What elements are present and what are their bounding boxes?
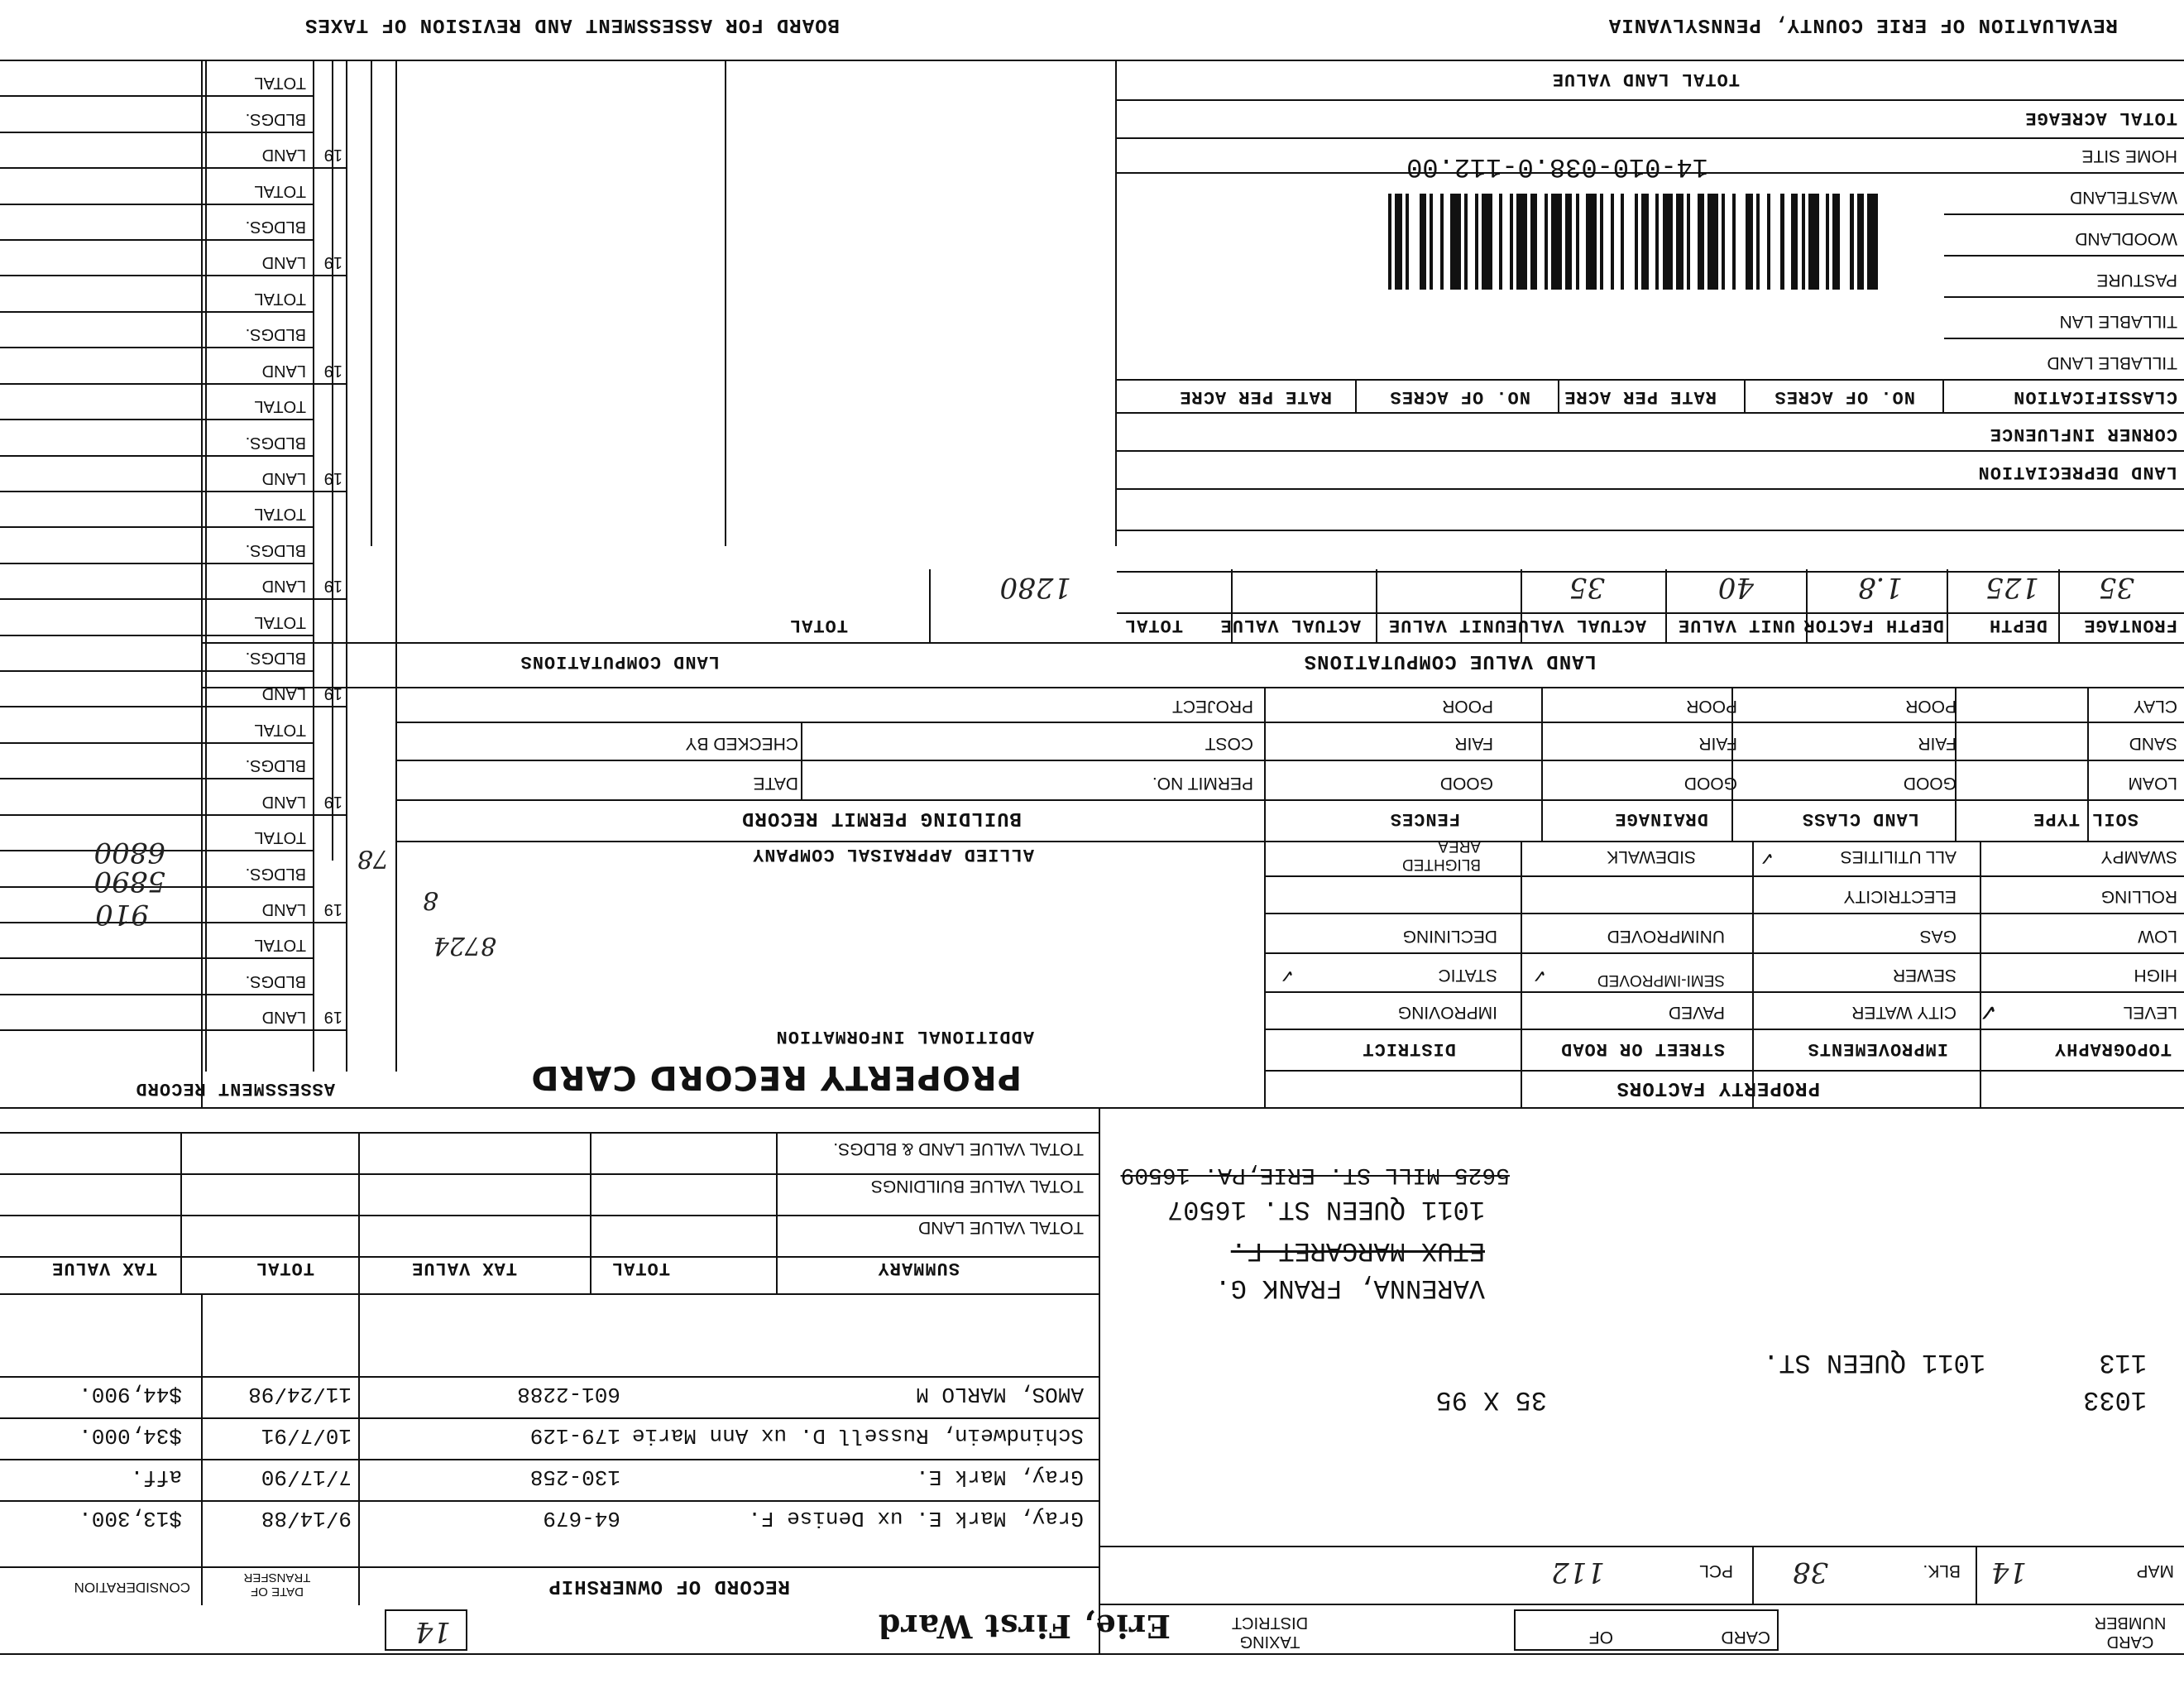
- ownership-book: 130-258: [529, 1465, 620, 1489]
- revaluation-title: REVALUATION OF ERIE COUNTY, PENNSYLVANIA: [1607, 13, 2118, 36]
- landclass-fair: FAIR: [1918, 734, 1956, 753]
- assessment-label: TOTAL: [254, 612, 306, 631]
- lv-unit-value: 40: [1717, 571, 1754, 604]
- assessment-record-title: ASSESSMENT RECORD: [135, 1078, 335, 1099]
- classification-header: CLASSIFICATION: [2013, 386, 2177, 407]
- assessment-label: LAND: [261, 468, 306, 487]
- assessment-label: TOTAL: [254, 936, 306, 955]
- permit-checked-by: CHECKED BY: [685, 734, 798, 753]
- land-value-computations-title: LAND VALUE COMPUTATIONS: [1303, 650, 1597, 672]
- barcode-bar: [1707, 194, 1718, 290]
- assessment-label: LAND: [261, 684, 306, 703]
- barcode-bar: [1395, 194, 1401, 290]
- lv-header-actual-value: ACTUAL VALUE: [1505, 615, 1646, 635]
- lv-header-total-2: TOTAL: [788, 615, 848, 635]
- lv-header-frontage: FRONTAGE: [2083, 615, 2177, 635]
- additional-information: ADDITIONAL INFORMATION: [775, 1026, 1034, 1047]
- acres-header-2: NO. OF ACRES: [1389, 386, 1530, 407]
- barcode-bar: [1850, 194, 1853, 290]
- blk-label: BLK.: [1923, 1561, 1961, 1580]
- assessment-label: TOTAL: [254, 828, 306, 847]
- owner-street: 1011 QUEEN ST.: [1763, 1347, 1985, 1378]
- ownership-book: 601-2288: [517, 1382, 620, 1407]
- owner-new-address: 1011 QUEEN ST. 16507: [1166, 1194, 1485, 1225]
- street-road-header: STREET OR ROAD: [1560, 1038, 1725, 1059]
- assessment-label: TOTAL: [254, 289, 306, 308]
- soil-sand: SAND: [2129, 734, 2177, 753]
- assessment-label: BLDGS.: [245, 218, 306, 237]
- district-header: DISTRICT: [1362, 1038, 1456, 1059]
- barcode-bar: [1698, 194, 1704, 290]
- assessment-label: LAND: [261, 361, 306, 380]
- topo-high: HIGH: [2134, 966, 2177, 985]
- lv-header-actual-value-2: ACTUAL VALUE: [1219, 615, 1361, 635]
- assess-year: 78: [357, 844, 389, 873]
- barcode-bar: [1746, 194, 1752, 290]
- barcode-bar: [1430, 194, 1433, 290]
- drainage-poor: POOR: [1686, 697, 1737, 716]
- summary-header: SUMMARY: [877, 1258, 960, 1278]
- owner-dims: 35 X 95: [1435, 1384, 1547, 1415]
- owner-lot-code: 113: [2099, 1347, 2147, 1378]
- district-improving: IMPROVING: [1397, 1003, 1497, 1022]
- acres-header-1: NO. OF ACRES: [1774, 386, 1915, 407]
- acreage-row-tillable-land: TILLABLE LAND: [2047, 353, 2177, 372]
- assessment-year-prefix: 19: [323, 468, 342, 487]
- lv-header-total-1: TOTAL: [1123, 615, 1183, 635]
- lv-header-unit-value: UNIT VALUE: [1677, 615, 1795, 635]
- barcode-bar: [1510, 194, 1513, 290]
- taxing-district-label: TAXING DISTRICT: [1231, 1614, 1309, 1651]
- barcode-bar: [1722, 194, 1725, 290]
- fences-fair: FAIR: [1454, 734, 1493, 753]
- topo-rolling: ROLLING: [2100, 887, 2177, 906]
- landclass-good: GOOD: [1903, 774, 1956, 793]
- summary-tax-header-1: TAX VALUE: [411, 1258, 517, 1278]
- check-level: ✓: [1978, 1000, 1998, 1025]
- barcode-bar: [1641, 194, 1648, 290]
- fences-good: GOOD: [1439, 774, 1493, 793]
- ownership-book: 64-679: [543, 1506, 620, 1531]
- permit-project: PROJECT: [1171, 697, 1253, 716]
- barcode-bar: [1621, 194, 1624, 290]
- building-permit-title: BUILDING PERMIT RECORD: [741, 807, 1022, 829]
- barcode-bar: [1676, 194, 1683, 290]
- barcode-bar: [1826, 194, 1829, 290]
- owner-spouse: ETUX MARGARET F.: [1230, 1235, 1485, 1266]
- topo-low: LOW: [2138, 927, 2177, 946]
- barcode-bar: [1586, 194, 1597, 290]
- barcode-bar: [1464, 194, 1468, 290]
- ownership-book: 179-129: [529, 1423, 620, 1448]
- assessment-label: TOTAL: [254, 397, 306, 416]
- acreage-row-total: TOTAL ACREAGE: [2024, 108, 2177, 128]
- assessment-year-prefix: 19: [323, 899, 342, 918]
- ownership-title: RECORD OF OWNERSHIP: [548, 1575, 790, 1597]
- map-value: 14: [1990, 1556, 2027, 1589]
- barcode-bar: [1687, 194, 1690, 290]
- of-label: OF: [1588, 1628, 1613, 1647]
- road-unimproved: UNIMPROVED: [1607, 927, 1725, 946]
- lv-header-depth-factor: DEPTH FACTOR: [1803, 615, 1944, 635]
- barcode-bar: [1450, 194, 1461, 290]
- assessment-label: BLDGS.: [245, 971, 306, 990]
- assess-land-value: 910: [95, 898, 149, 931]
- barcode-bar: [1857, 194, 1864, 290]
- ownership-amount: $13,300.: [79, 1506, 182, 1531]
- ownership-name: AMOS, MARLO M: [916, 1382, 1084, 1407]
- barcode-bar: [1516, 194, 1527, 290]
- assessment-label: BLDGS.: [245, 864, 306, 883]
- landclass-poor: POOR: [1905, 697, 1956, 716]
- barcode-bar: [1655, 194, 1659, 290]
- topography-header: TOPOGRAPHY: [2053, 1038, 2172, 1059]
- acreage-row-woodland: WOODLAND: [2075, 229, 2177, 248]
- total-land-value-label: TOTAL LAND VALUE: [1551, 69, 1740, 89]
- barcode-bar: [1600, 194, 1603, 290]
- summary-tax-header-2: TAX VALUE: [51, 1258, 157, 1278]
- acreage-row-homesite: HOME SITE: [2081, 146, 2177, 165]
- barcode-bar: [1482, 194, 1492, 290]
- property-record-card-title: PROPERTY RECORD CARD: [530, 1058, 1022, 1096]
- lv-total-value: 1280: [999, 571, 1071, 604]
- barcode-bar: [1832, 194, 1839, 290]
- soil-loam: LOAM: [2128, 774, 2177, 793]
- assessment-year-prefix: 19: [323, 684, 342, 703]
- lv-actual-value: 35: [1569, 571, 1605, 604]
- impr-gas: GAS: [1919, 927, 1956, 946]
- note-8724: 8724: [433, 931, 496, 960]
- map-label: MAP: [2136, 1561, 2174, 1580]
- barcode-bar: [1499, 194, 1502, 290]
- assessment-label: LAND: [261, 253, 306, 272]
- lv-header-depth: DEPTH: [1988, 615, 2048, 635]
- impr-city-water: CITY WATER: [1851, 1003, 1956, 1022]
- drainage-fair: FAIR: [1698, 734, 1737, 753]
- barcode-bar: [1551, 194, 1562, 290]
- assessment-label: BLDGS.: [245, 540, 306, 559]
- district-static: STATIC: [1438, 966, 1497, 985]
- assessment-label: BLDGS.: [245, 109, 306, 128]
- barcode-bar: [1388, 194, 1391, 290]
- acreage-row-tillable-lan: TILLABLE LAN: [2059, 312, 2177, 331]
- note-8: 8: [422, 885, 438, 914]
- acreage-row-wasteland: WASTELAND: [2070, 188, 2177, 207]
- barcode-bar: [1808, 194, 1819, 290]
- parcel-number: 14-010-038.0-112.00: [1406, 151, 1708, 182]
- pcl-label: PCL: [1699, 1561, 1733, 1580]
- owner-code2: 1033: [2083, 1384, 2147, 1415]
- lv-depth-factor-value: 1.8: [1857, 571, 1903, 604]
- assess-total-value: 6800: [93, 836, 165, 869]
- barcode-bar: [1545, 194, 1548, 290]
- permit-date: DATE: [753, 774, 798, 793]
- ownership-name: Schindwein, Russell D. ux Ann Marie: [631, 1423, 1084, 1448]
- assessment-label: LAND: [261, 899, 306, 918]
- soil-type-header: SOIL TYPE: [2033, 808, 2138, 829]
- summary-row-buildings: TOTAL VALUE BUILDINGS: [870, 1177, 1084, 1196]
- board-title: BOARD FOR ASSESSMENT AND REVISION OF TAXES: [304, 13, 840, 36]
- blk-value: 38: [1792, 1556, 1828, 1589]
- drainage-header: DRAINAGE: [1614, 808, 1708, 829]
- check-all-utilities: ✓: [1759, 848, 1774, 869]
- district-box-value: 14: [414, 1615, 451, 1648]
- assessment-year-prefix: 19: [323, 253, 342, 272]
- impr-all-utilities: ALL UTILITIES: [1840, 847, 1956, 866]
- drainage-good: GOOD: [1684, 774, 1737, 793]
- summary-row-total: TOTAL VALUE LAND & BLDGS.: [833, 1139, 1084, 1158]
- permit-cost: COST: [1205, 734, 1253, 753]
- impr-sewer: SEWER: [1892, 966, 1956, 985]
- allied-appraisal: ALLIED APPRAISAL COMPANY: [752, 844, 1034, 865]
- impr-electricity: ELECTRICITY: [1843, 887, 1956, 906]
- land-computations-side-title: LAND COMPUTATIONS: [520, 651, 720, 672]
- ownership-date: 7/17/90: [261, 1465, 352, 1489]
- ownership-amount: aff.: [130, 1465, 182, 1489]
- land-depreciation-label: LAND DEPRECIATION: [1977, 462, 2177, 482]
- barcode-bar: [1530, 194, 1537, 290]
- ownership-name: Gray, Mark E.: [916, 1465, 1084, 1489]
- assessment-label: BLDGS.: [245, 649, 306, 668]
- ownership-date: 11/24/98: [248, 1382, 352, 1407]
- fences-header: FENCES: [1389, 808, 1460, 829]
- soil-clay: CLAY: [2133, 697, 2177, 716]
- barcode-bar: [1406, 194, 1409, 290]
- road-sidewalk: SIDEWALK: [1607, 847, 1696, 866]
- improvements-header: IMPROVEMENTS: [1807, 1038, 1948, 1059]
- assessment-year-prefix: 19: [323, 577, 342, 596]
- topo-level: LEVEL: [2123, 1003, 2177, 1022]
- assessment-label: LAND: [261, 577, 306, 596]
- check-static: ✓: [1279, 966, 1295, 986]
- barcode-bar: [1611, 194, 1614, 290]
- barcode-bar: [1475, 194, 1478, 290]
- barcode-bar: [1576, 194, 1579, 290]
- assessment-year-prefix: 19: [323, 146, 342, 165]
- road-paved: PAVED: [1668, 1003, 1725, 1022]
- card-label: CARD: [1721, 1628, 1770, 1647]
- barcode-bar: [1802, 194, 1805, 290]
- assessment-year-prefix: 19: [323, 361, 342, 380]
- assessment-label: BLDGS.: [245, 325, 306, 344]
- district-name: Erie, First Ward: [877, 1608, 1171, 1645]
- ownership-date: 9/14/88: [261, 1506, 352, 1531]
- barcode-bar: [1791, 194, 1798, 290]
- check-semi-improved: ✓: [1531, 966, 1547, 986]
- lv-header-unit-value-2: UNIT VALUE: [1387, 615, 1506, 635]
- ownership-date: 10/7/91: [261, 1423, 352, 1448]
- summary-row-land: TOTAL VALUE LAND: [918, 1218, 1084, 1237]
- rate-header-2: RATE PER ACRE: [1179, 386, 1332, 407]
- barcode-bar: [1440, 194, 1444, 290]
- ownership-amount: $34,000.: [79, 1423, 182, 1448]
- assessment-label: TOTAL: [254, 74, 306, 93]
- barcode-bar: [1420, 194, 1426, 290]
- pcl-value: 112: [1551, 1556, 1605, 1589]
- acreage-row-pasture: PASTURE: [2096, 271, 2177, 290]
- assessment-label: TOTAL: [254, 505, 306, 524]
- property-factors-title: PROPERTY FACTORS: [1616, 1077, 1820, 1099]
- permit-no: PERMIT NO.: [1152, 774, 1253, 793]
- assessment-label: TOTAL: [254, 720, 306, 739]
- barcode-bar: [1767, 194, 1770, 290]
- district-declining: DECLINING: [1402, 927, 1497, 946]
- assessment-year-prefix: 19: [323, 792, 342, 811]
- district-blighted: BLIGHTED AREA: [1401, 837, 1481, 873]
- assessment-label: TOTAL: [254, 181, 306, 200]
- road-semi-improved: SEMI-IMPROVED: [1597, 971, 1725, 989]
- assessment-label: BLDGS.: [245, 433, 306, 452]
- corner-influence-label: CORNER INFLUENCE: [1989, 424, 2177, 444]
- ownership-name: Gray, Mark E. ux Denise F.: [748, 1506, 1084, 1531]
- parcel-barcode: [1216, 194, 1878, 290]
- topo-swampy: SWAMPY: [2100, 847, 2177, 866]
- assessment-label: LAND: [261, 146, 306, 165]
- card-number-label: CARD NUMBER: [2094, 1614, 2167, 1651]
- barcode-bar: [1867, 194, 1878, 290]
- assessment-year-prefix: 19: [323, 1008, 342, 1027]
- lv-frontage-value: 35: [2098, 571, 2134, 604]
- summary-total-header-1: TOTAL: [611, 1258, 670, 1278]
- summary-total-header-2: TOTAL: [255, 1258, 314, 1278]
- assessment-label: LAND: [261, 1008, 306, 1027]
- assessment-label: BLDGS.: [245, 756, 306, 775]
- fences-poor: POOR: [1442, 697, 1493, 716]
- barcode-bar: [1663, 194, 1674, 290]
- barcode-bar: [1635, 194, 1638, 290]
- ownership-consideration-header: CONSIDERATION: [74, 1580, 190, 1595]
- lv-depth-value: 125: [1985, 571, 2039, 604]
- barcode-bar: [1732, 194, 1736, 290]
- barcode-bar: [1565, 194, 1572, 290]
- barcode-bar: [1756, 194, 1760, 290]
- owner-name: VARENNA, FRANK G.: [1214, 1273, 1485, 1303]
- ownership-date-header: DATE OF TRANSFER: [243, 1571, 311, 1599]
- ownership-amount: $44,900.: [79, 1382, 182, 1407]
- rate-header-1: RATE PER ACRE: [1564, 386, 1717, 407]
- owner-old-address: 5625 MILL ST. ERIE,PA. 16509: [1120, 1162, 1510, 1187]
- barcode-bar: [1780, 194, 1784, 290]
- land-class-header: LAND CLASS: [1801, 808, 1919, 829]
- assessment-label: LAND: [261, 792, 306, 811]
- assess-bldgs-value: 5890: [93, 865, 165, 898]
